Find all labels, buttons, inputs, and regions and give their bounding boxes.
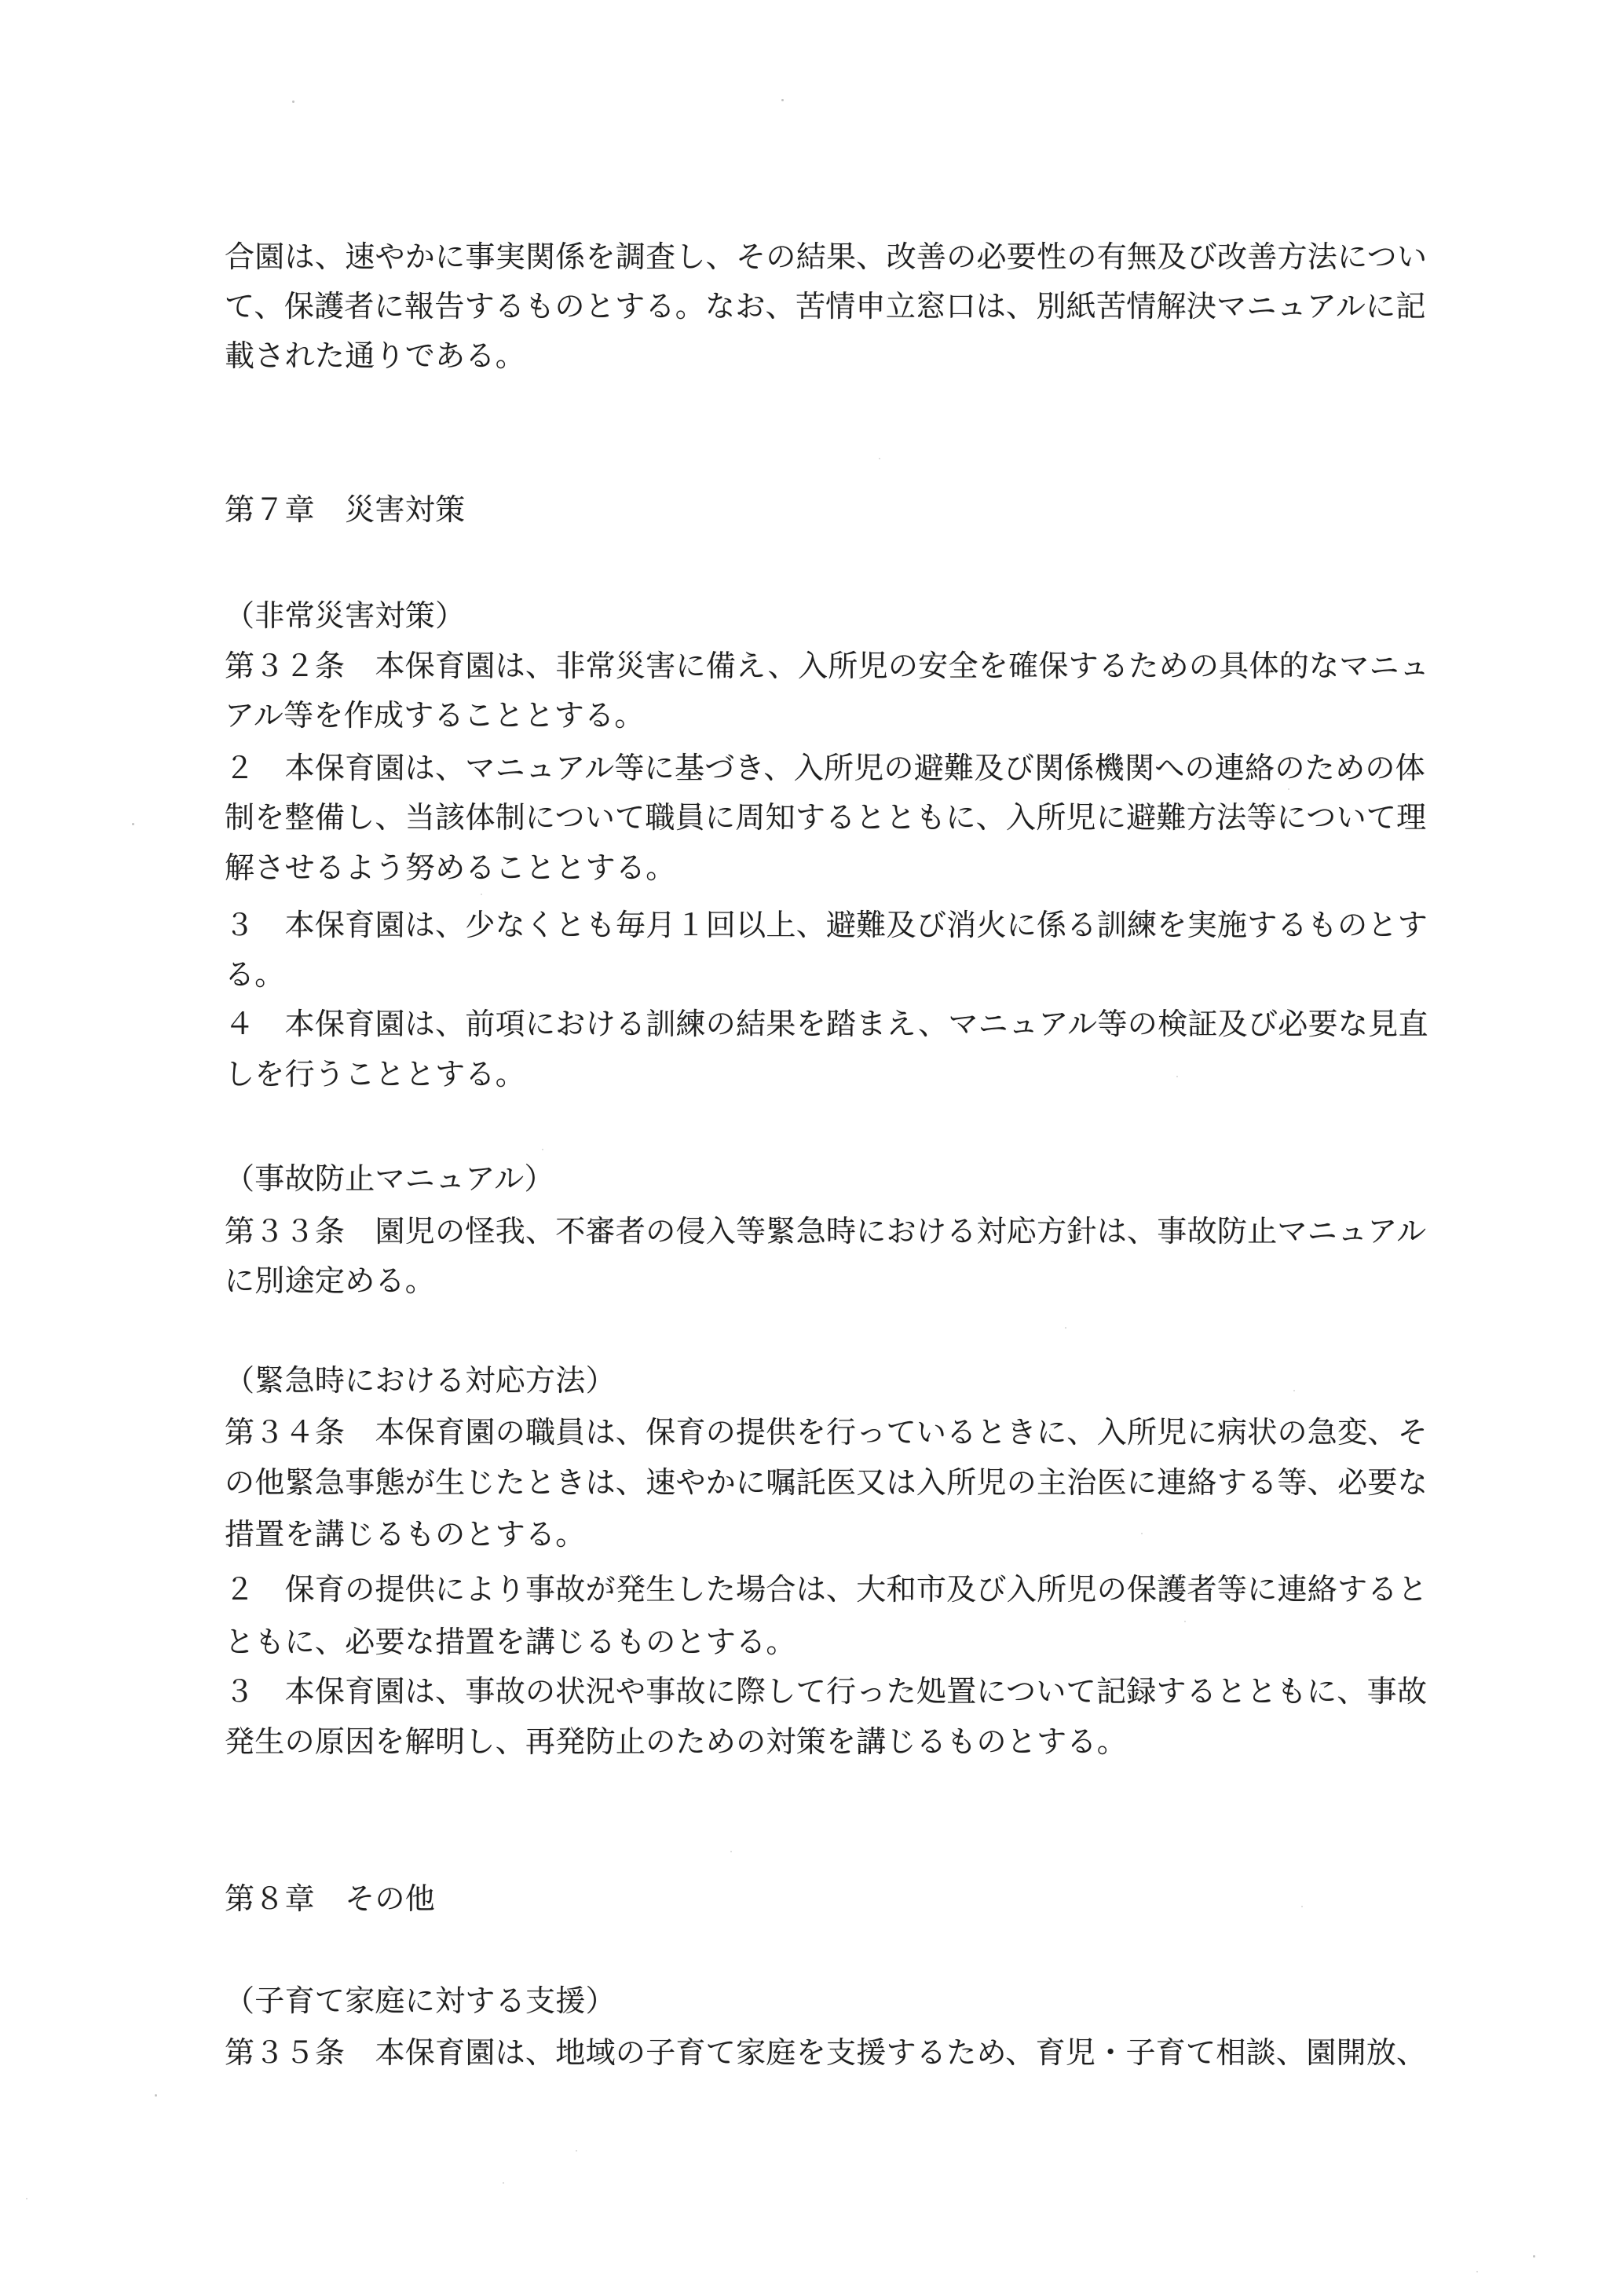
scan-noise-speck bbox=[542, 1149, 543, 1150]
article-34-line-1: 第３４条 本保育園の職員は、保育の提供を行っているときに、入所児に病状の急変、そ bbox=[225, 1417, 1428, 1450]
article-32-para-2-line-1: ２ 本保育園は、マニュアル等に基づき、入所児の避難及び関係機関への連絡のための体 bbox=[225, 752, 1425, 785]
article-35-line-1: 第３５条 本保育園は、地域の子育て家庭を支援するため、育児・子育て相談、園開放、 bbox=[225, 2037, 1427, 2070]
scan-noise-speck bbox=[1184, 1621, 1186, 1622]
scan-noise-speck bbox=[481, 894, 482, 895]
section-title-accident-prevention-manual: （事故防止マニュアル） bbox=[225, 1163, 554, 1196]
scan-noise-speck bbox=[1533, 2255, 1535, 2258]
scan-noise-speck bbox=[1293, 1390, 1295, 1391]
section-title-disaster-countermeasures: （非常災害対策） bbox=[225, 600, 466, 633]
scan-noise-speck bbox=[1176, 1076, 1178, 1077]
article-33-line-2: に別途定める。 bbox=[225, 1265, 436, 1298]
chapter-7-heading: 第７章 災害対策 bbox=[225, 494, 466, 527]
scan-noise-speck bbox=[1065, 1327, 1066, 1329]
article-32-para-3-line-1: ３ 本保育園は、少なくとも毎月１回以上、避難及び消火に係る訓練を実施するものとす bbox=[225, 909, 1428, 942]
chapter-8-heading: 第８章 その他 bbox=[225, 1883, 436, 1916]
carryover-paragraph-line-1: 合園は、速やかに事実関係を調査し、その結果、改善の必要性の有無及び改善方法につい bbox=[225, 241, 1428, 274]
section-title-emergency-response: （緊急時における対応方法） bbox=[225, 1365, 616, 1398]
scan-noise-speck bbox=[503, 2182, 504, 2184]
article-34-para-2-line-2: ともに、必要な措置を講じるものとする。 bbox=[225, 1626, 796, 1659]
scan-noise-speck bbox=[1476, 2271, 1478, 2272]
scan-noise-speck bbox=[1141, 1533, 1143, 1534]
article-32-para-3-line-2: る。 bbox=[225, 959, 285, 992]
article-32-line-1: 第３２条 本保育園は、非常災害に備え、入所児の安全を確保するための具体的なマニュ bbox=[225, 650, 1430, 683]
scan-noise-speck bbox=[1288, 788, 1289, 790]
article-34-line-2: の他緊急事態が生じたときは、速やかに嘱託医又は入所児の主治医に連絡する等、必要な bbox=[225, 1467, 1428, 1500]
article-34-line-3: 措置を講じるものとする。 bbox=[225, 1519, 586, 1552]
article-33-line-1: 第３３条 園児の怪我、不審者の侵入等緊急時における対応方針は、事故防止マニュアル bbox=[225, 1216, 1427, 1249]
scan-noise-speck bbox=[155, 2094, 157, 2097]
scan-noise-speck bbox=[576, 2150, 577, 2152]
section-title-childcare-family-support: （子育て家庭に対する支援） bbox=[225, 1985, 616, 2018]
scan-noise-speck bbox=[730, 1851, 732, 1852]
article-32-para-2-line-3: 解させるよう努めることとする。 bbox=[225, 852, 676, 885]
carryover-paragraph-line-2: て、保護者に報告するものとする。なお、苦情申立窓口は、別紙苦情解決マニュアルに記 bbox=[225, 291, 1426, 324]
article-34-para-3-line-1: ３ 本保育園は、事故の状況や事故に際して行った処置について記録するとともに、事故 bbox=[225, 1676, 1428, 1709]
article-32-line-2: アル等を作成することとする。 bbox=[225, 700, 645, 733]
scan-noise-speck bbox=[781, 99, 784, 101]
article-32-para-4-line-2: しを行うこととする。 bbox=[225, 1058, 526, 1091]
article-32-para-4-line-1: ４ 本保育園は、前項における訓練の結果を踏まえ、マニュアル等の検証及び必要な見直 bbox=[225, 1008, 1428, 1041]
article-32-para-2-line-2: 制を整備し、当該体制について職員に周知するとともに、入所児に避難方法等について理 bbox=[225, 802, 1427, 835]
scan-noise-speck bbox=[132, 823, 134, 825]
scan-noise-speck bbox=[292, 101, 294, 103]
article-34-para-3-line-2: 発生の原因を解明し、再発防止のための対策を講じるものとする。 bbox=[225, 1726, 1128, 1759]
scan-noise-speck bbox=[1301, 1906, 1303, 1907]
scan-noise-speck bbox=[26, 2198, 27, 2199]
carryover-paragraph-line-3: 載された通りである。 bbox=[225, 340, 526, 373]
article-34-para-2-line-1: ２ 保育の提供により事故が発生した場合は、大和市及び入所児の保護者等に連絡すると bbox=[225, 1574, 1428, 1607]
scan-noise-speck bbox=[879, 458, 880, 459]
